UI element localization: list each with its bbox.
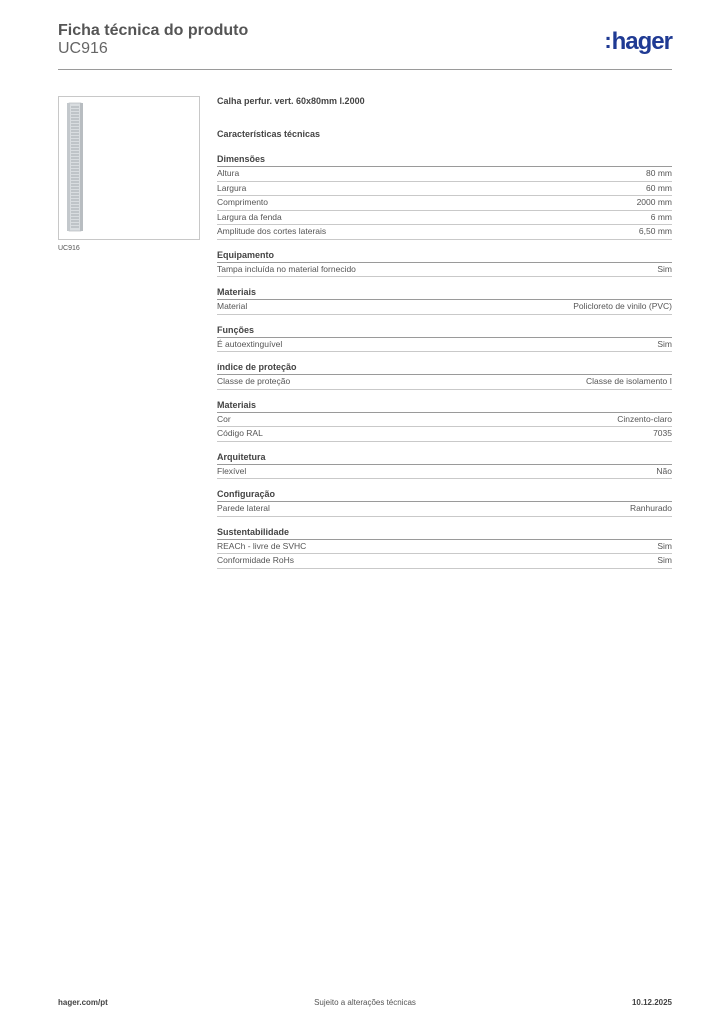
spec-row bbox=[217, 375, 672, 390]
spec-row bbox=[217, 502, 672, 517]
spec-row bbox=[217, 225, 672, 240]
spec-group bbox=[217, 361, 672, 390]
hager-logo: :hager bbox=[604, 28, 672, 55]
spec-row bbox=[217, 211, 672, 226]
spec-value: Policloreto de vinilo (PVC) bbox=[573, 301, 672, 311]
spec-group-title: Equipamento bbox=[217, 249, 672, 263]
spec-row bbox=[217, 182, 672, 197]
spec-label: Classe de proteção bbox=[217, 376, 291, 386]
spec-value: Ranhurado bbox=[629, 503, 672, 513]
spec-group-title: Dimensões bbox=[217, 153, 672, 167]
spec-group-title: Sustentabilidade bbox=[217, 526, 672, 540]
spec-value: 60 mm bbox=[646, 182, 672, 193]
specification-panel bbox=[217, 96, 672, 578]
spec-group bbox=[217, 153, 672, 240]
spec-row bbox=[217, 554, 672, 569]
spec-group-title: índice de proteção bbox=[217, 361, 672, 375]
spec-group bbox=[217, 399, 672, 442]
cable-trunking-image bbox=[63, 101, 87, 233]
page-header bbox=[58, 20, 672, 70]
spec-row bbox=[217, 540, 672, 555]
spec-row bbox=[217, 413, 672, 428]
spec-label: Parede lateral bbox=[217, 503, 270, 513]
document-title: Ficha técnica do produto bbox=[58, 22, 249, 39]
spec-group bbox=[217, 526, 672, 569]
spec-group bbox=[217, 488, 672, 517]
spec-value: Cinzento-claro bbox=[617, 413, 672, 424]
footer-note: Sujeito a alterações técnicas bbox=[314, 998, 416, 1007]
spec-label: REACh - livre de SVHC bbox=[217, 540, 307, 551]
footer-website: hager.com/pt bbox=[58, 998, 108, 1007]
spec-group bbox=[217, 286, 672, 315]
spec-group-title: Arquitetura bbox=[217, 451, 672, 465]
spec-value: 2000 mm bbox=[636, 197, 672, 207]
product-code-subtitle: UC916 bbox=[58, 40, 108, 57]
spec-group-title: Funções bbox=[217, 324, 672, 338]
spec-row bbox=[217, 338, 672, 353]
spec-label: Largura da fenda bbox=[217, 211, 282, 222]
spec-value: Sim bbox=[657, 540, 672, 551]
spec-value: 7035 bbox=[653, 428, 672, 438]
spec-row bbox=[217, 196, 672, 211]
spec-row bbox=[217, 300, 672, 315]
spec-label: Flexível bbox=[217, 465, 247, 476]
spec-group-title: Materiais bbox=[217, 399, 672, 413]
spec-value: Sim bbox=[657, 338, 672, 349]
spec-value: 6,50 mm bbox=[638, 226, 672, 236]
spec-row bbox=[217, 167, 672, 182]
spec-label: Código RAL bbox=[217, 428, 263, 438]
spec-group bbox=[217, 324, 672, 353]
technical-characteristics-heading: Características técnicas bbox=[217, 129, 321, 139]
product-image-frame bbox=[58, 96, 200, 240]
spec-group-title: Configuração bbox=[217, 488, 672, 502]
page-footer bbox=[58, 998, 672, 1010]
spec-groups bbox=[217, 153, 672, 569]
spec-group bbox=[217, 451, 672, 480]
spec-label: É autoextinguível bbox=[217, 338, 283, 349]
spec-value: Sim bbox=[657, 263, 672, 274]
spec-label: Amplitude dos cortes laterais bbox=[217, 226, 327, 236]
spec-value: 6 mm bbox=[650, 211, 672, 222]
spec-label: Altura bbox=[217, 168, 240, 178]
spec-row bbox=[217, 465, 672, 480]
spec-row bbox=[217, 263, 672, 278]
spec-group bbox=[217, 249, 672, 278]
spec-group-title: Materiais bbox=[217, 286, 672, 300]
spec-value: Classe de isolamento I bbox=[586, 376, 672, 386]
product-name: Calha perfur. vert. 60x80mm l.2000 bbox=[217, 96, 365, 106]
logo-text: hager bbox=[611, 28, 672, 55]
footer-date: 10.12.2025 bbox=[631, 998, 672, 1007]
spec-row bbox=[217, 427, 672, 442]
spec-label: Largura bbox=[217, 182, 247, 193]
spec-label: Conformidade RoHs bbox=[217, 555, 295, 565]
spec-label: Comprimento bbox=[217, 197, 269, 207]
product-image-caption: UC916 bbox=[58, 245, 80, 252]
spec-value: Sim bbox=[657, 555, 672, 565]
spec-value: Não bbox=[656, 465, 672, 476]
spec-label: Cor bbox=[217, 413, 231, 424]
spec-value: 80 mm bbox=[646, 168, 672, 178]
spec-label: Material bbox=[217, 301, 248, 311]
spec-label: Tampa incluída no material fornecido bbox=[217, 263, 356, 274]
